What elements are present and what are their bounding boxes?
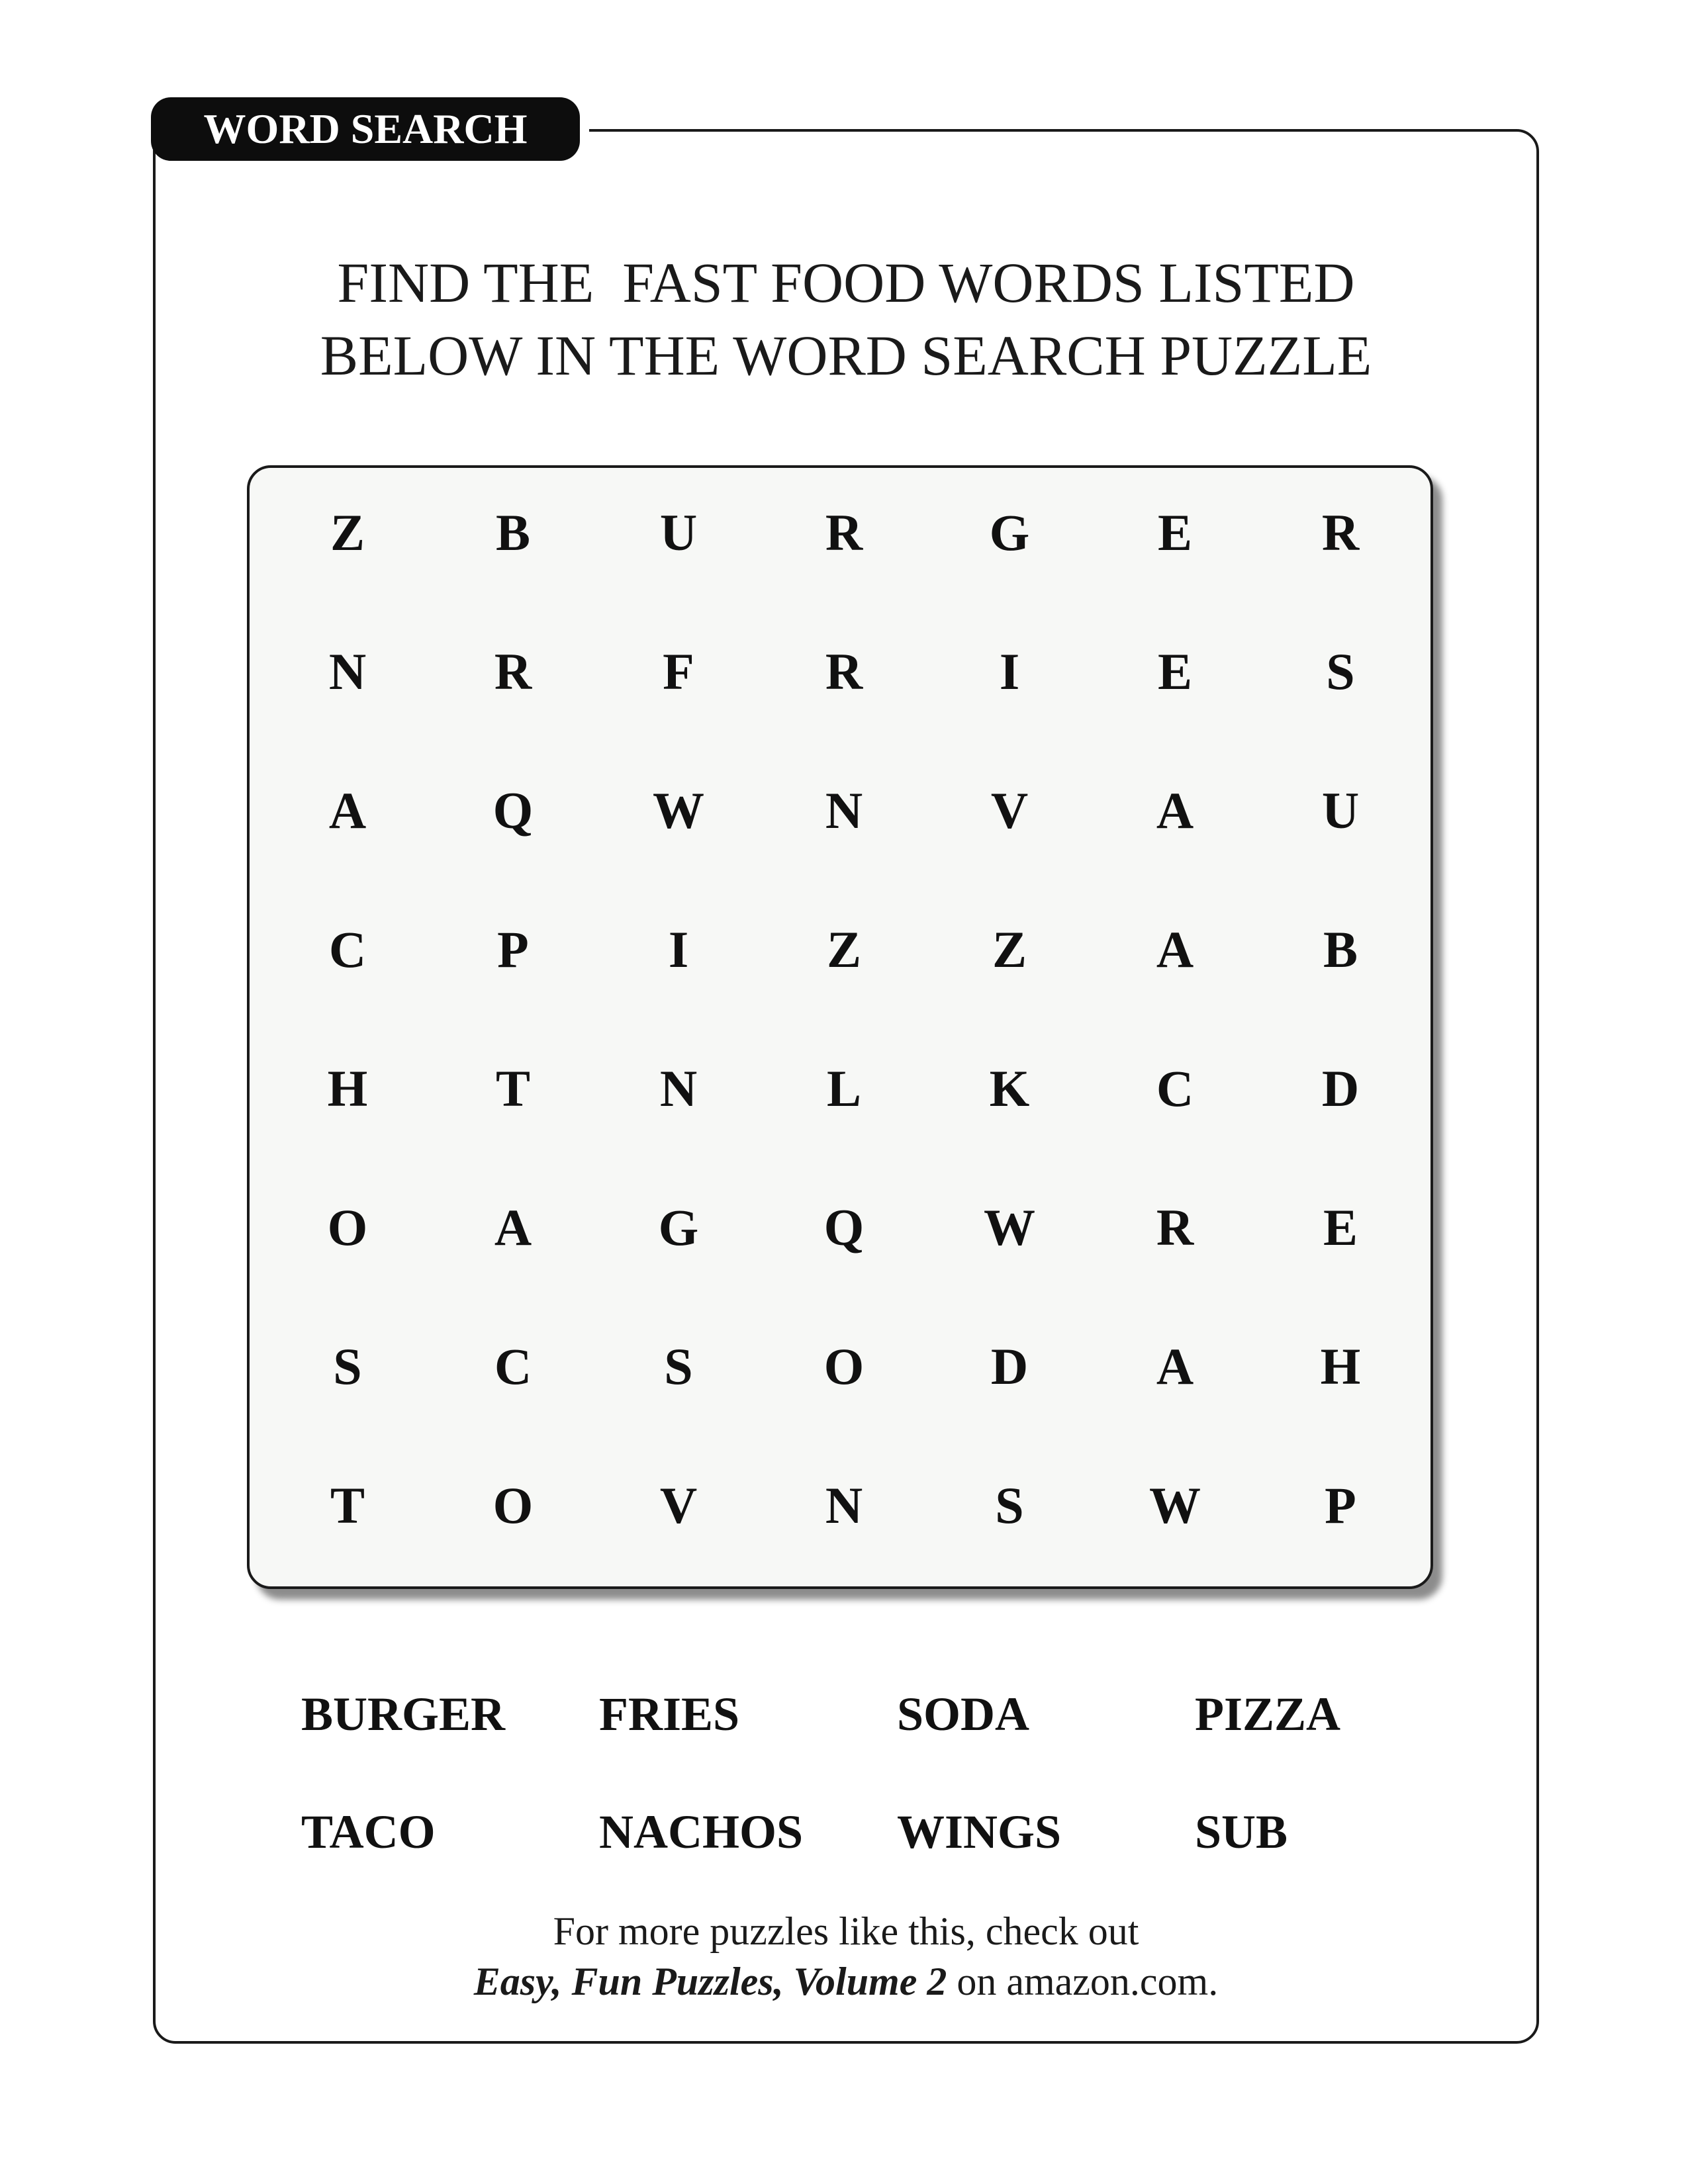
- footer-line-1: For more puzzles like this, check out: [553, 1909, 1139, 1953]
- letter-grid: [265, 493, 1417, 1605]
- grid-cell[interactable]: U: [1321, 782, 1360, 839]
- word-list-item: BURGER: [301, 1688, 506, 1741]
- grid-cell[interactable]: N: [659, 1060, 698, 1117]
- grid-cell[interactable]: P: [497, 921, 529, 978]
- grid-cell[interactable]: T: [495, 1060, 531, 1117]
- grid-cell[interactable]: A: [494, 1199, 532, 1256]
- grid-cell[interactable]: R: [1156, 1199, 1194, 1256]
- badge-gap: [580, 122, 589, 136]
- footer-line-2: [153, 1956, 1539, 2007]
- word-list-item: PIZZA: [1195, 1688, 1341, 1741]
- grid-cell[interactable]: S: [1326, 643, 1355, 700]
- grid-cell[interactable]: B: [1323, 921, 1358, 978]
- grid-cell[interactable]: G: [658, 1199, 699, 1256]
- grid-cell[interactable]: C: [494, 1338, 532, 1395]
- grid-cell[interactable]: U: [659, 504, 698, 561]
- grid-cell[interactable]: W: [1149, 1477, 1201, 1534]
- word-list-item: WINGS: [897, 1805, 1062, 1858]
- grid-cell[interactable]: N: [825, 782, 863, 839]
- grid-cell[interactable]: H: [327, 1060, 368, 1117]
- grid-cell[interactable]: C: [1156, 1060, 1194, 1117]
- grid-cell[interactable]: I: [668, 921, 689, 978]
- grid-cell[interactable]: S: [333, 1338, 362, 1395]
- word-list-item: TACO: [301, 1805, 436, 1858]
- grid-cell[interactable]: I: [999, 643, 1020, 700]
- grid-cell[interactable]: D: [1321, 1060, 1360, 1117]
- footer-note: [153, 1906, 1539, 2007]
- grid-cell[interactable]: A: [1156, 921, 1194, 978]
- instructions-line-1: FIND THE FAST FOOD WORDS LISTED: [337, 251, 1355, 314]
- grid-cell[interactable]: R: [1321, 504, 1360, 561]
- grid-cell[interactable]: R: [825, 643, 863, 700]
- grid-cell[interactable]: V: [990, 782, 1029, 839]
- instructions-line-2: BELOW IN THE WORD SEARCH PUZZLE: [320, 324, 1372, 387]
- word-list-item: SODA: [897, 1688, 1030, 1741]
- instructions: [153, 246, 1539, 392]
- word-list-item: FRIES: [599, 1688, 740, 1741]
- grid-cell[interactable]: A: [1156, 782, 1194, 839]
- grid-cell[interactable]: S: [664, 1338, 693, 1395]
- grid-cell[interactable]: W: [653, 782, 704, 839]
- grid-cell[interactable]: L: [826, 1060, 862, 1117]
- grid-cell[interactable]: G: [989, 504, 1030, 561]
- grid-cell[interactable]: Q: [823, 1199, 865, 1256]
- grid-cell[interactable]: W: [984, 1199, 1035, 1256]
- grid-cell[interactable]: H: [1320, 1338, 1361, 1395]
- grid-cell[interactable]: K: [989, 1060, 1030, 1117]
- grid-cell[interactable]: R: [825, 504, 863, 561]
- grid-cell[interactable]: N: [328, 643, 367, 700]
- grid-cell[interactable]: Q: [492, 782, 534, 839]
- word-search-badge: WORD SEARCH: [151, 97, 580, 161]
- grid-cell[interactable]: A: [1156, 1338, 1194, 1395]
- word-list-item: NACHOS: [599, 1805, 804, 1858]
- grid-cell[interactable]: R: [494, 643, 532, 700]
- grid-cell[interactable]: D: [990, 1338, 1029, 1395]
- grid-cell[interactable]: E: [1157, 643, 1193, 700]
- grid-cell[interactable]: F: [663, 643, 694, 700]
- grid-cell[interactable]: E: [1157, 504, 1193, 561]
- grid-cell[interactable]: B: [495, 504, 531, 561]
- grid-cell[interactable]: S: [995, 1477, 1024, 1534]
- grid-cell[interactable]: A: [328, 782, 367, 839]
- grid-cell[interactable]: Z: [330, 504, 365, 561]
- grid-cell[interactable]: Z: [992, 921, 1027, 978]
- grid-cell[interactable]: P: [1325, 1477, 1356, 1534]
- word-list: [301, 1678, 1493, 1913]
- grid-cell[interactable]: O: [327, 1199, 368, 1256]
- grid-cell[interactable]: C: [328, 921, 367, 978]
- grid-cell[interactable]: T: [330, 1477, 365, 1534]
- book-title: Easy, Fun Puzzles, Volume 2: [473, 1960, 947, 2003]
- grid-cell[interactable]: Z: [826, 921, 862, 978]
- footer-line-2-suffix: on amazon.com.: [947, 1960, 1219, 2003]
- grid-cell[interactable]: N: [825, 1477, 863, 1534]
- grid-cell[interactable]: V: [659, 1477, 698, 1534]
- grid-cell[interactable]: E: [1323, 1199, 1358, 1256]
- word-list-item: SUB: [1195, 1805, 1288, 1858]
- grid-cell[interactable]: O: [823, 1338, 865, 1395]
- grid-cell[interactable]: O: [492, 1477, 534, 1534]
